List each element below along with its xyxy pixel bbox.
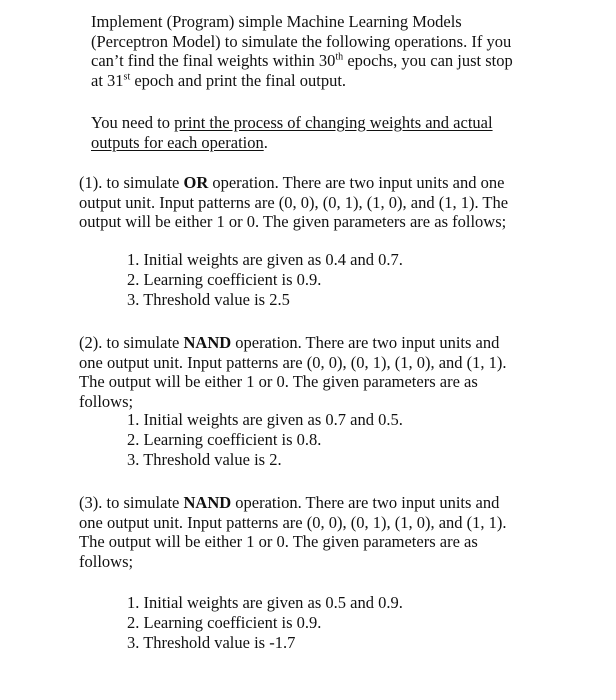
operation-3-text: operation. There are two input units and one output unit. Input patterns are (0, 0), (0, 1), (1, 0), and (1, 1). The output will be either 1 or 0. The given parameters are as follows;: [79, 493, 507, 571]
ordinal-suffix-th: th: [335, 51, 344, 63]
operation-1-text: operation. There are two input units and one output unit. Input patterns are (0, 0), (0, 1), (1, 0), and (1, 1). The output will be either 1 or 0. The given parameters are as follows;: [79, 173, 509, 231]
parameter-item: 1. Initial weights are given as 0.7 and 0.5.: [127, 410, 403, 429]
parameter-item: 2. Learning coefficient is 0.8.: [127, 430, 322, 449]
intro-text-3: epoch and print the final output.: [130, 70, 347, 90]
parameter-item: 1. Initial weights are given as 0.4 and 0.7.: [127, 250, 403, 269]
operation-1-parameters: [127, 250, 403, 310]
operation-2-text: operation. There are two input units and one output unit. Input patterns are (0, 0), (0, 1), (1, 0), and (1, 1). The output will be either 1 or 0. The given parameters are as follows;: [79, 333, 507, 411]
parameter-item: 3. Threshold value is -1.7: [127, 633, 296, 652]
parameter-item: 1. Initial weights are given as 0.5 and 0.9.: [127, 593, 403, 612]
parameter-item: 2. Learning coefficient is 0.9.: [127, 270, 322, 289]
operation-3-description: [79, 493, 524, 571]
operation-2-name: NAND: [183, 333, 232, 352]
intro-text-1: Implement (Program) simple Machine Learning Models (Perceptron Model) to simulate the following operations. If you can’t find the final weights within 30: [91, 12, 512, 70]
operation-1-name: OR: [183, 173, 209, 192]
operation-1-description: [79, 173, 524, 232]
instruction-prefix: You need to: [91, 113, 175, 132]
instruction-emphasis: print the process of changing weights and actual outputs for each operation: [91, 113, 493, 152]
assignment-intro: [91, 12, 521, 90]
operation-2-description: [79, 333, 524, 411]
operation-3-parameters: [127, 593, 403, 653]
operation-2-parameters: [127, 410, 403, 470]
operation-3-prefix: (3). to simulate: [79, 493, 184, 512]
operation-2-prefix: (2). to simulate: [79, 333, 184, 352]
ordinal-suffix-st: st: [123, 71, 131, 82]
parameter-item: 2. Learning coefficient is 0.9.: [127, 613, 322, 632]
operation-3-name: NAND: [183, 493, 232, 512]
parameter-item: 3. Threshold value is 2.: [127, 450, 282, 469]
parameter-item: 3. Threshold value is 2.5: [127, 290, 290, 309]
operation-1-prefix: (1). to simulate: [79, 173, 184, 192]
print-instruction: [91, 113, 521, 152]
instruction-suffix: .: [263, 132, 268, 152]
intro-text-2: epochs, you can just stop at 31: [91, 51, 513, 90]
